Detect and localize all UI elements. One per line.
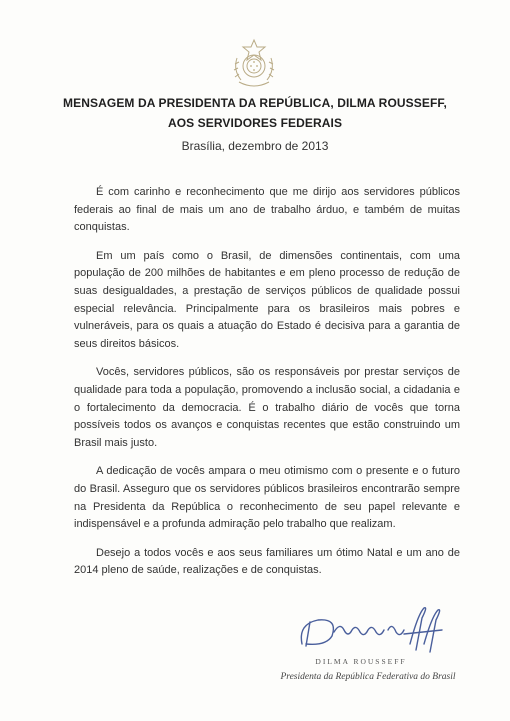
signatory-role: Presidenta da República Federativa do Brasil	[280, 672, 456, 682]
paragraph-2: Em um país como o Brasil, de dimensões continentais, com uma população de 200 milhões de habitantes e em pleno processo de redução de suas desigualdades, a prestação de serviços públicos de qualidade possui especial relevância. Principalmente para os brasileiros mais pobres e vulneráveis, para os quais a atuação do Estado é decisiva para a garantia de seus direitos básicos.	[74, 249, 460, 350]
paragraph-3: Vocês, servidores públicos, são os responsáveis por prestar serviços de qualidade para toda a população, promovendo a inclusão social, a cidadania e o fortalecimento da democracia. É o trabalho diário de vocês que torna possíveis todos os avanços e conquistas recentes que estão construindo um Brasil mais justo.	[74, 366, 460, 449]
paragraph-1: É com carinho e reconhecimento que me dirijo aos servidores públicos federais ao final de mais um ano de trabalho árduo, e também de muitas conquistas.	[74, 186, 460, 234]
signatory-name: DILMA ROUSSEFF	[315, 657, 407, 666]
paragraph-4: A dedicação de vocês ampara o meu otimismo com o presente e o futuro do Brasil. Asseguro que os servidores públicos brasileiros encontrarão sempre na Presidenta da República o reconhecimento de seu papel relevante e indispensável e a profunda admiração pelo trabalho que realizam.	[74, 465, 460, 531]
paragraph-5: Desejo a todos vocês e aos seus familiares um ótimo Natal e um ano de 2014 pleno de saúde, realizações e de conquistas.	[74, 546, 460, 577]
brazil-coat-of-arms-icon	[229, 38, 279, 90]
handwritten-signature	[292, 604, 452, 654]
title-line-2: AOS SERVIDORES FEDERAIS	[167, 116, 343, 130]
page-title	[0, 93, 510, 133]
letter-body	[74, 184, 460, 591]
letter-date: Brasília, dezembro de 2013	[181, 139, 329, 153]
title-line-1: MENSAGEM DA PRESIDENTA DA REPÚBLICA, DILMA ROUSSEFF,	[63, 96, 447, 110]
